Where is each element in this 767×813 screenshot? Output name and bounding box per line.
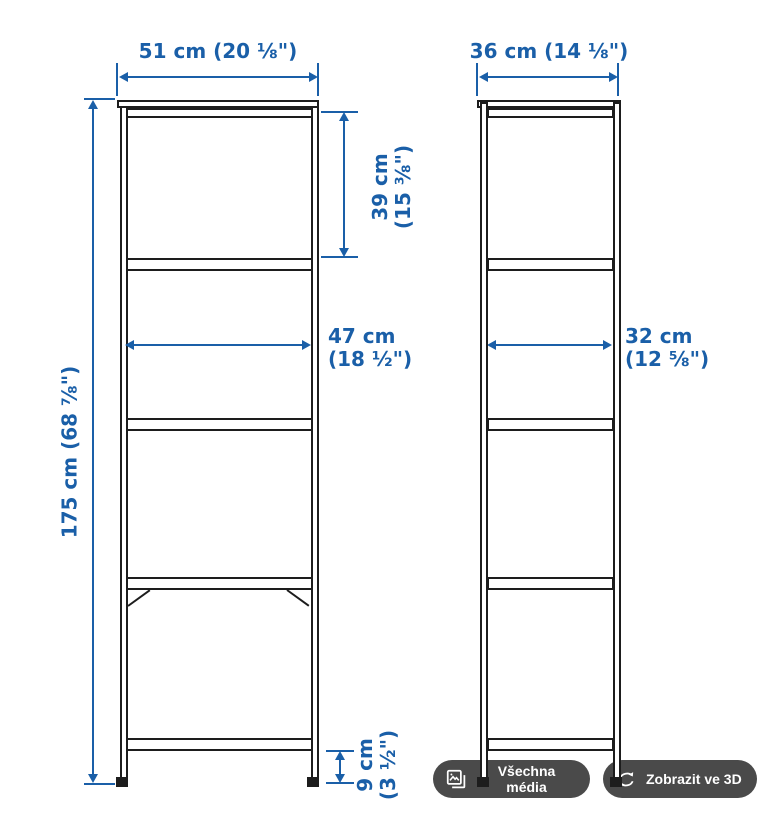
front-shelf-4 [126, 577, 313, 590]
dim-line-1: 47 cm [328, 324, 396, 348]
front-shelf-5 [126, 738, 313, 751]
front-left-foot [116, 777, 128, 787]
side-shelf-4 [487, 577, 614, 590]
media-gallery-icon [446, 769, 467, 790]
view-3d-button[interactable] [603, 760, 757, 798]
front-left-corner-brace [127, 589, 150, 606]
front-right-foot [307, 777, 319, 787]
width-arrow [481, 76, 616, 78]
dim-line-1: 32 cm [625, 324, 693, 348]
side-inner-width-label [625, 325, 709, 371]
side-shelf-1 [487, 108, 614, 118]
side-shelf-5 [487, 738, 614, 751]
dim-line-2: (15 ⅜") [391, 144, 415, 230]
side-shelf-3 [487, 418, 614, 431]
shelf-spacing-arrow [343, 114, 345, 255]
all-media-button[interactable] [433, 760, 590, 798]
extension-tick [476, 63, 478, 96]
inner-width-arrow [127, 344, 309, 346]
front-inner-width-label [328, 325, 412, 371]
width-arrow [121, 76, 316, 78]
dim-line-2: (18 ½") [328, 347, 413, 371]
front-top-bar [117, 100, 319, 108]
dim-line-2: (12 ⅝") [625, 347, 710, 371]
dim-line-2: (3 ½") [376, 729, 400, 801]
front-width-label: 51 cm (20 ⅛") [138, 39, 298, 63]
side-left-leg [480, 102, 488, 784]
side-top-bar [477, 100, 621, 108]
height-arrow [92, 102, 94, 781]
front-right-corner-brace [286, 589, 309, 606]
extension-tick [84, 783, 115, 785]
leg-height-label [354, 730, 400, 800]
top-shelf-spacing-label [369, 145, 415, 229]
dim-line-1: 39 cm [368, 153, 392, 221]
all-media-label: Všechna média [497, 763, 556, 795]
front-shelf-3 [126, 418, 313, 431]
inner-width-arrow [489, 344, 610, 346]
height-label: 175 cm (68 ⅞") [57, 365, 82, 539]
view-3d-label: Zobrazit ve 3D [646, 771, 742, 787]
front-shelf-2 [126, 258, 313, 271]
leg-height-arrow [339, 753, 341, 781]
side-right-foot [610, 777, 622, 787]
side-shelf-2 [487, 258, 614, 271]
front-shelf-1 [126, 108, 313, 118]
side-left-foot [477, 777, 489, 787]
front-left-leg [120, 102, 128, 784]
dim-line-1: 9 cm [353, 738, 377, 792]
side-right-leg [613, 102, 621, 784]
side-width-label: 36 cm (14 ⅛") [469, 39, 629, 63]
front-right-leg [311, 102, 319, 784]
extension-tick [116, 63, 118, 96]
